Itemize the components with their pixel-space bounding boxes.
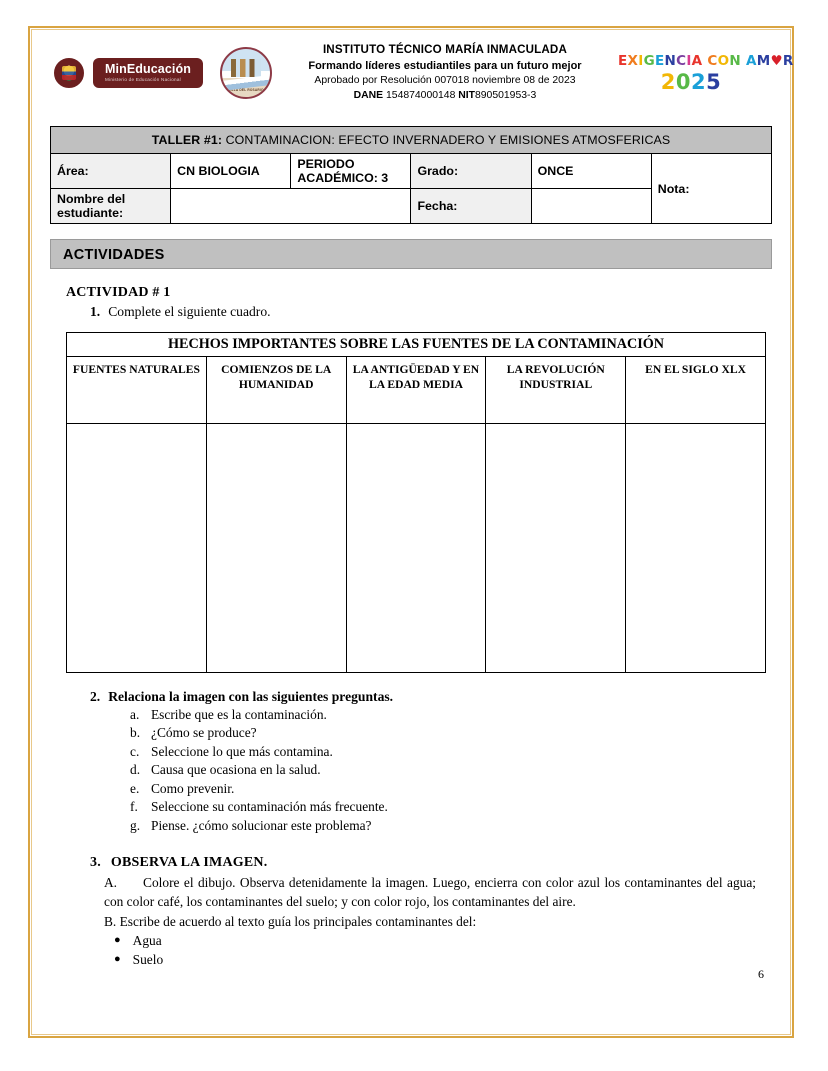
- worksheet-body: [50, 285, 772, 970]
- grado-value[interactable]: ONCE: [531, 154, 651, 189]
- worksheet-title-label: TALLER #1:: [151, 133, 223, 147]
- sub-item-text: Seleccione su contaminación más frecuente.: [151, 799, 388, 815]
- page-number: 6: [758, 967, 764, 981]
- item-marker: 1.: [90, 304, 101, 319]
- fecha-label: Fecha:: [411, 189, 531, 224]
- column-header-siglo-xlx: EN EL SIGLO XLX: [626, 356, 766, 423]
- sub-item-marker: g.: [130, 817, 141, 833]
- list-item: [66, 743, 756, 762]
- question-3-body: [66, 873, 756, 970]
- column-header-fuentes-naturales: FUENTES NATURALES: [67, 356, 207, 423]
- question-2-marker: 2.: [90, 688, 101, 704]
- sub-item-marker: d.: [130, 762, 141, 778]
- approval-resolution: Aprobado por Resolución 007018 noviembre 08 de 2023: [314, 75, 576, 87]
- list-item: [66, 780, 756, 799]
- column-header-revolucion-industrial: LA REVOLUCIÓN INDUSTRIAL: [486, 356, 626, 423]
- facts-table-title: HECHOS IMPORTANTES SOBRE LAS FUENTES DE LA CONTAMINACIÓN: [67, 333, 766, 357]
- sub-item-marker: f.: [130, 799, 138, 815]
- slogan-text: EXIGENCIA CON AM♥R: [618, 52, 794, 69]
- worksheet-title-cell: [51, 127, 772, 154]
- question-2-title-row: [66, 689, 756, 705]
- question-3-title: OBSERVA LA IMAGEN.: [110, 855, 268, 871]
- item-text: Complete el siguiente cuadro.: [108, 304, 271, 319]
- part-a-text: Colore el dibujo. Observa detenidamente la imagen. Luego, encierra con color azul los contaminantes del agua; con color café, los contaminantes del suelo; y con color rojo, los contaminantes del aire.: [104, 875, 756, 910]
- list-item: [66, 761, 756, 780]
- table-row: [67, 423, 766, 672]
- question-2-title: Relaciona la imagen con las siguientes preguntas.: [108, 688, 394, 704]
- document-page: [28, 26, 794, 1038]
- area-label: Área:: [51, 154, 171, 189]
- institution-name: INSTITUTO TÉCNICO MARÍA INMACULADA: [322, 43, 567, 57]
- institution-motto: Formando líderes estudiantiles para un futuro mejor: [308, 59, 582, 72]
- question-3-part-b: B. Escribe de acuerdo al texto guía los principales contaminantes del:: [104, 914, 477, 930]
- sub-item-text: Seleccione lo que más contamina.: [151, 743, 333, 759]
- slogan-year: 2025: [660, 69, 722, 94]
- worksheet-title-text: CONTAMINACION: EFECTO INVERNADERO Y EMISIONES ATMOSFERICAS: [222, 133, 671, 147]
- column-header-antiguedad-edad-media: LA ANTIGÜEDAD Y EN LA EDAD MEDIA: [346, 356, 486, 423]
- list-item: [66, 724, 756, 743]
- mineducacion-title: MinEducación: [105, 61, 191, 76]
- school-seal-icon: [220, 47, 272, 99]
- sub-item-marker: e.: [130, 780, 140, 796]
- periodo-academico-label: PERIODO ACADÉMICO: 3: [291, 154, 411, 189]
- column-header-comienzos-humanidad: COMIENZOS DE LA HUMANIDAD: [206, 356, 346, 423]
- letterhead-logos: [54, 47, 272, 99]
- bullet-text: Suelo: [132, 952, 164, 968]
- list-item: [104, 932, 756, 951]
- nombre-estudiante-label: Nombre del estudiante:: [51, 189, 171, 224]
- bullet-icon: ●: [114, 934, 121, 947]
- question-2-sublist: [66, 706, 756, 836]
- list-item: [66, 798, 756, 817]
- letterhead: [50, 36, 794, 110]
- list-item: [66, 706, 756, 725]
- answer-cell-antiguedad-edad-media[interactable]: [346, 423, 486, 672]
- dane-nit-line: [276, 89, 614, 104]
- nota-label: Nota:: [651, 154, 771, 224]
- answer-cell-revolucion-industrial[interactable]: [486, 423, 626, 672]
- colombia-coat-of-arms-icon: [54, 58, 84, 88]
- table-row: [51, 127, 772, 154]
- letterhead-text: [272, 42, 618, 104]
- dane-label: DANE: [353, 90, 384, 102]
- sub-item-text: Causa que ocasiona en la salud.: [151, 762, 321, 778]
- nit-value: 890501953-3: [475, 90, 537, 102]
- part-a-label: A.: [104, 875, 118, 891]
- bullet-icon: ●: [114, 953, 121, 966]
- sub-item-text: Como prevenir.: [151, 780, 235, 796]
- area-value[interactable]: CN BIOLOGIA: [171, 154, 291, 189]
- mineducacion-subtitle: Ministerio de Educación Nacional: [105, 76, 181, 82]
- sub-item-text: Piense. ¿cómo solucionar este problema?: [151, 817, 372, 833]
- grado-label: Grado:: [411, 154, 531, 189]
- sub-item-marker: a.: [130, 706, 140, 722]
- sub-item-marker: b.: [130, 725, 141, 741]
- actividad-1-heading: ACTIVIDAD # 1: [66, 285, 171, 300]
- contamination-facts-table: [66, 332, 766, 673]
- table-row: [67, 356, 766, 423]
- actividad-1-item-1: [66, 304, 756, 320]
- question-3-title-row: [66, 855, 756, 871]
- bullet-text: Agua: [132, 933, 162, 949]
- worksheet-info-table: [50, 126, 772, 224]
- fecha-field[interactable]: [531, 189, 651, 224]
- question-3: [66, 855, 756, 970]
- question-3-marker: 3.: [90, 855, 101, 871]
- nombre-estudiante-field[interactable]: [171, 189, 411, 224]
- question-3-part-a: [104, 873, 756, 911]
- school-seal-band: VILLA DEL ROSARIO: [228, 88, 264, 93]
- list-item: [104, 951, 756, 970]
- answer-cell-siglo-xlx[interactable]: [626, 423, 766, 672]
- table-row: [51, 154, 772, 189]
- dane-value: 154874000148: [383, 90, 459, 102]
- mineducacion-logo: [93, 58, 203, 89]
- answer-cell-comienzos-humanidad[interactable]: [206, 423, 346, 672]
- list-item: [66, 817, 756, 836]
- table-row: [67, 333, 766, 357]
- sub-item-marker: c.: [130, 743, 140, 759]
- question-2: [66, 689, 756, 836]
- nit-label: NIT: [458, 90, 475, 102]
- sub-item-text: ¿Cómo se produce?: [151, 725, 257, 741]
- actividades-section-bar: ACTIVIDADES: [50, 239, 772, 269]
- answer-cell-fuentes-naturales[interactable]: [67, 423, 207, 672]
- question-3-bullets: [104, 932, 756, 970]
- slogan-logo: [618, 52, 794, 94]
- page-content: [30, 28, 792, 1036]
- sub-item-text: Escribe que es la contaminación.: [151, 706, 327, 722]
- heart-icon: ♥: [770, 52, 783, 69]
